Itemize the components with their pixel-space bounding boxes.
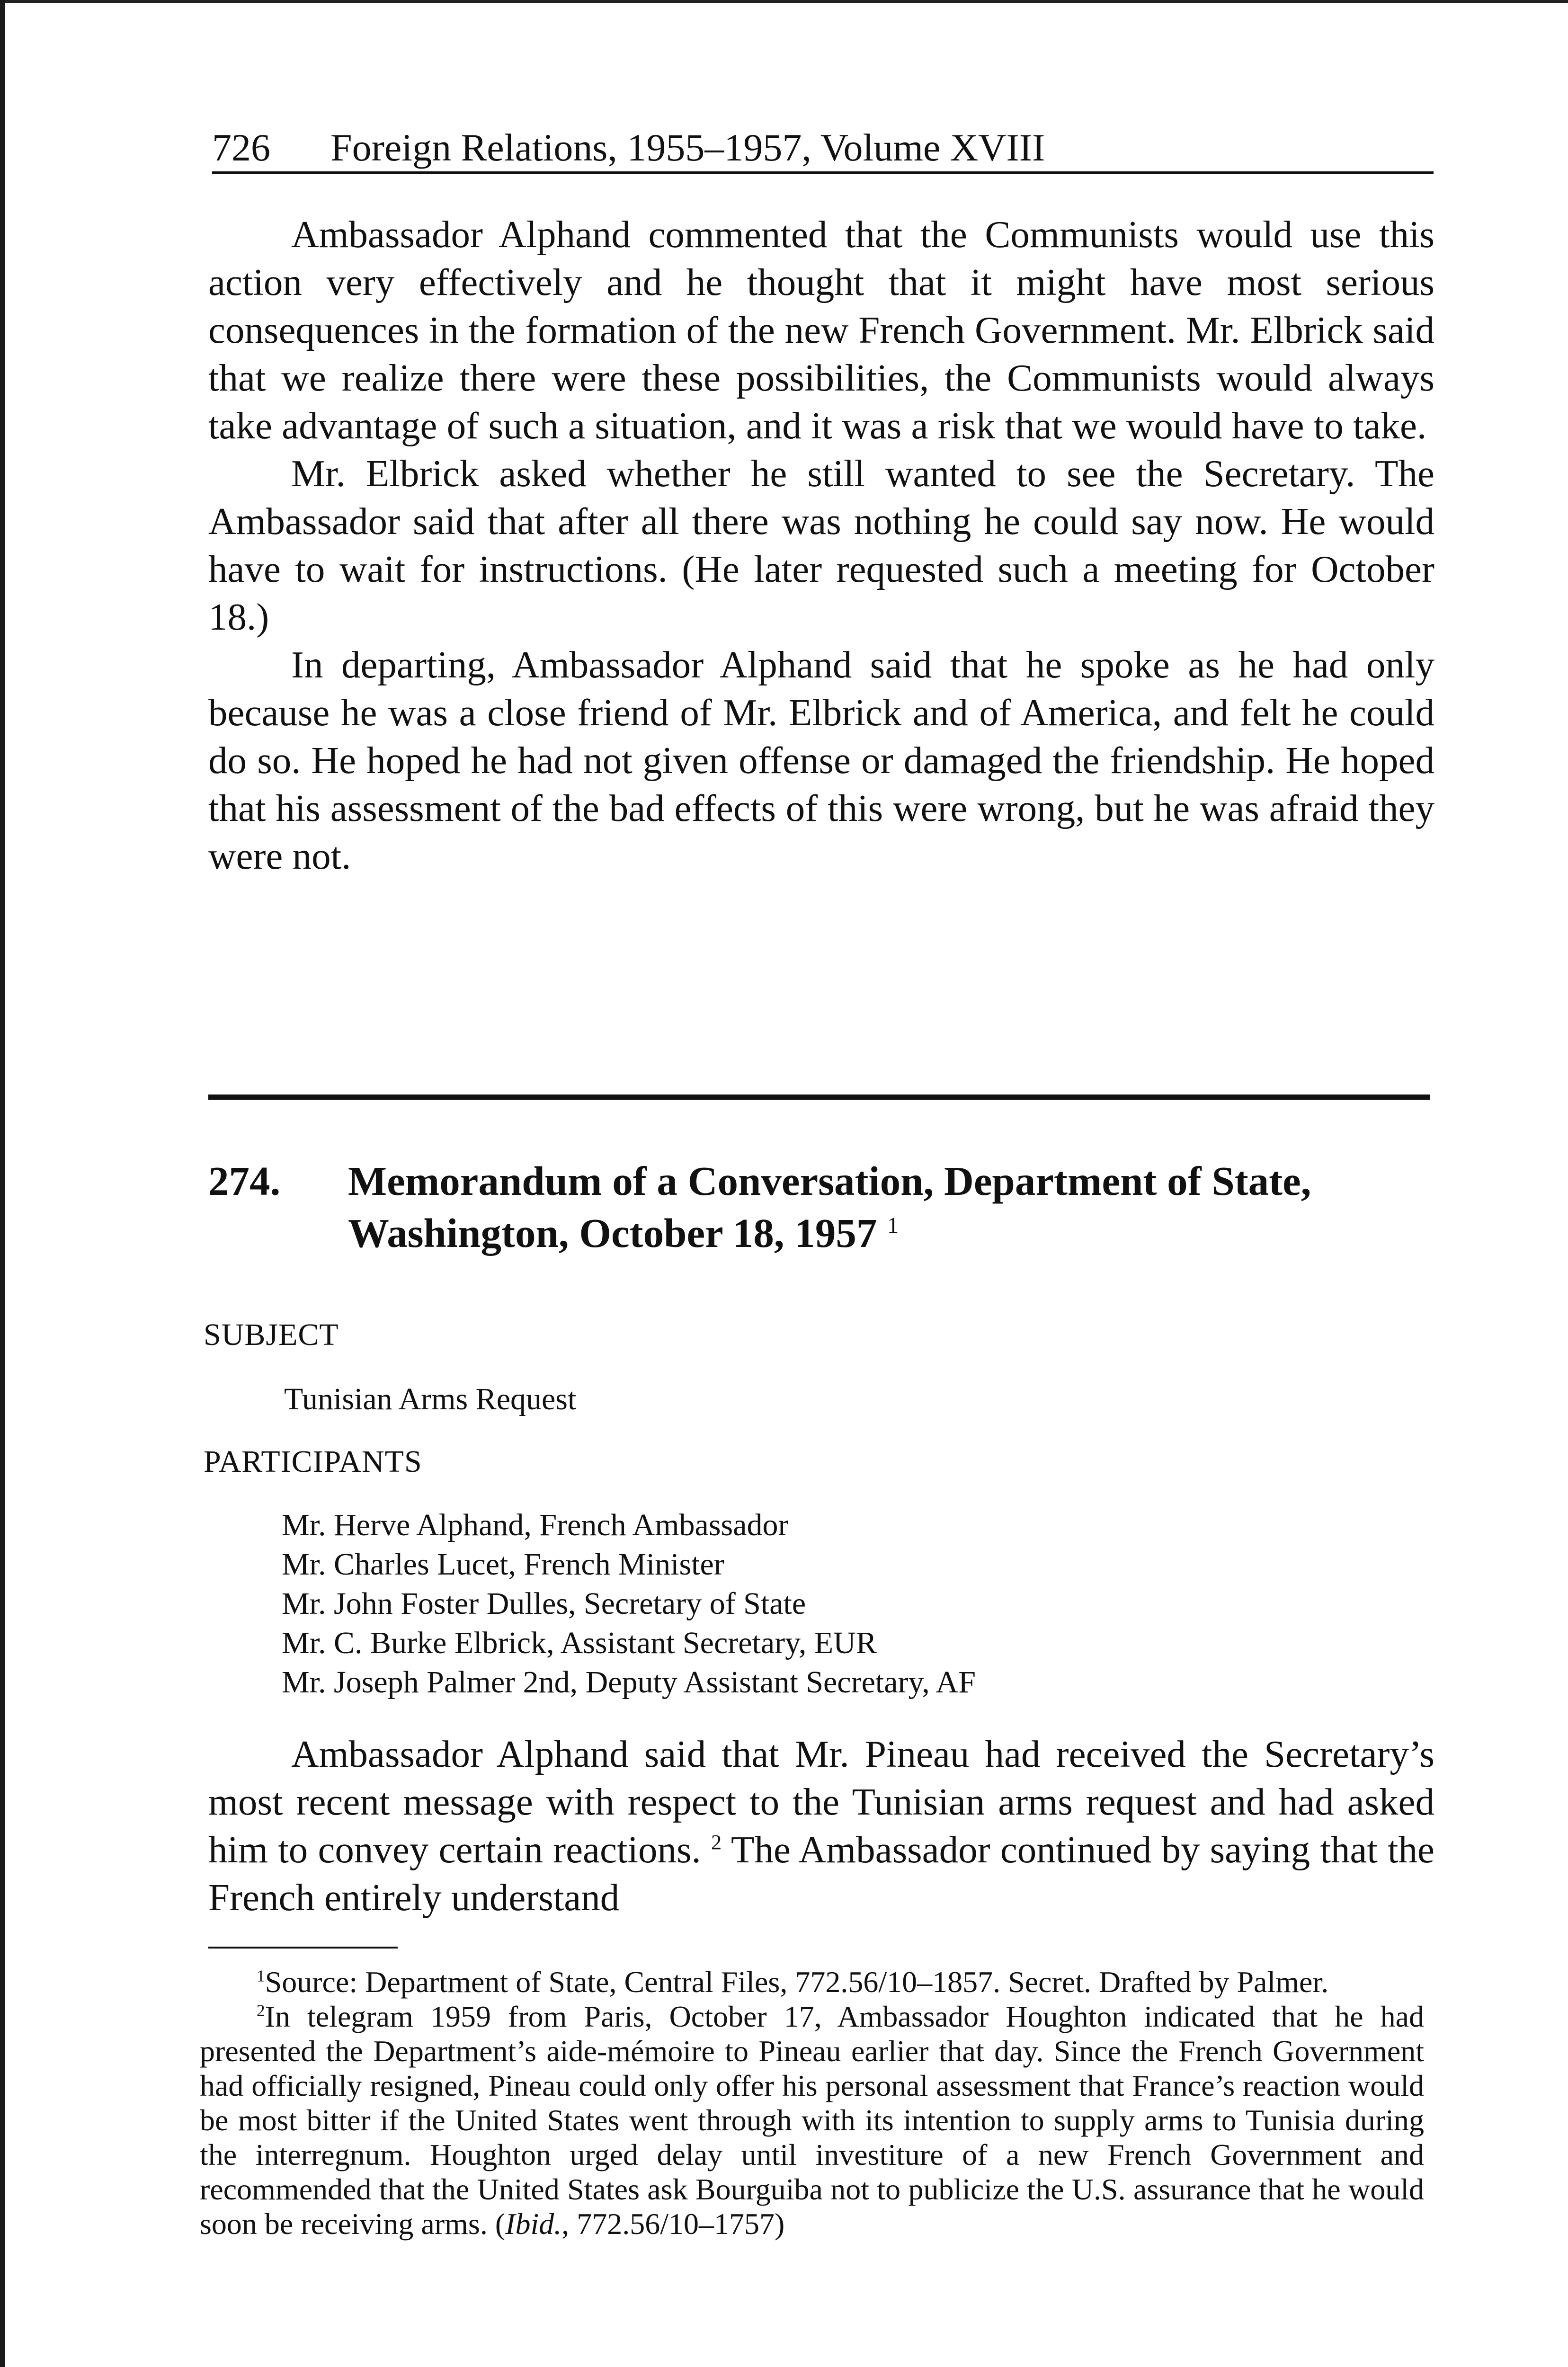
footnote-ref: 1 (887, 1213, 899, 1238)
scan-left-edge (0, 0, 5, 2367)
subject-value: Tunisian Arms Request (284, 1382, 577, 1416)
section-divider (208, 1095, 1430, 1100)
participant: Mr. C. Burke Elbrick, Assistant Secretary, EUR (282, 1626, 877, 1660)
footnote-mark: 1 (257, 1967, 265, 1985)
document-title (348, 1155, 1432, 1259)
footnote-ref: 2 (711, 1830, 722, 1854)
paragraph (208, 1730, 1434, 1922)
paragraph: In departing, Ambassador Alphand said that he spoke as he had only because he was a close friend of Mr. Elbrick and of America, and felt he could do so. He hoped he had not given offense or damaged the friendship. He hoped that his assessment of the bad effects of this were wrong, but he was afraid they were not. (208, 643, 1434, 877)
participant: Mr. Joseph Palmer 2nd, Deputy Assistant Secretary, AF (282, 1665, 976, 1700)
running-head (212, 124, 1434, 174)
memorandum-body (208, 1730, 1434, 1922)
participant: Mr. Charles Lucet, French Minister (282, 1547, 724, 1582)
body-start: Ambassador Alphand said that Mr. Pineau had received the Secretary’s most recent message with respect to the Tunisian arms request and had asked him to convey certain reactions. (208, 1733, 1434, 1871)
footnote-text: In telegram 1959 from Paris, October 17, Ambassador Houghton indicated that he had presented the Department’s aide-mémoire to Pineau earlier that day. Since the French Government had officially resigned, Pineau could only offer his personal assessment that France’s reaction would be most bitter if the United States went through with its intention to supply arms to Tunisia during the interregnum. Houghton urged delay until investiture of a new French Government and recommended that the United States ask Bourguiba not to publicize the U.S. assurance that he would soon be receiving arms. ( (200, 2000, 1424, 2241)
paragraph: Ambassador Alphand commented that the Communists would use this action very effectively and he thought that it might have most serious consequences in the formation of the new French Government. Mr. Elbrick said that we realize there were these possibilities, the Communists would always take advantage of such a situation, and it was a risk that we would have to take. (208, 213, 1434, 447)
document-title-text: Memorandum of a Conversation, Department of State, Washington, October 18, 1957 (348, 1158, 1311, 1256)
footnote-text: Source: Department of State, Central Files, 772.56/10–1857. Secret. Drafted by Palmer. (265, 1965, 1329, 1999)
carryover-text (208, 211, 1434, 880)
footnote-text-end: , 772.56/10–1757) (561, 2207, 785, 2241)
subject-label: SUBJECT (204, 1317, 339, 1352)
footnote-ibid: Ibid. (505, 2207, 562, 2241)
volume-title: Foreign Relations, 1955–1957, Volume XVIII (330, 126, 1045, 169)
body-end: The Ambassador continued by saying that the French entirely understand (208, 1828, 1434, 1919)
footnotes (200, 1965, 1424, 2241)
footnote (200, 1965, 1424, 1999)
participant: Mr. Herve Alphand, French Ambassador (282, 1508, 789, 1542)
scan-top-edge (0, 0, 1568, 3)
page-number: 726 (212, 126, 270, 169)
participants-label: PARTICIPANTS (204, 1444, 422, 1479)
participant: Mr. John Foster Dulles, Secretary of State (282, 1586, 806, 1621)
footnote-mark: 2 (257, 2001, 265, 2020)
document-number: 274. (208, 1158, 281, 1204)
footnote-rule (208, 1947, 398, 1949)
paragraph: Mr. Elbrick asked whether he still wanted to see the Secretary. The Ambassador said that after all there was nothing he could say now. He would have to wait for instructions. (He later requested such a meeting for October 18.) (208, 452, 1434, 638)
participants-list (282, 1505, 976, 1702)
footnote (200, 1999, 1424, 2241)
